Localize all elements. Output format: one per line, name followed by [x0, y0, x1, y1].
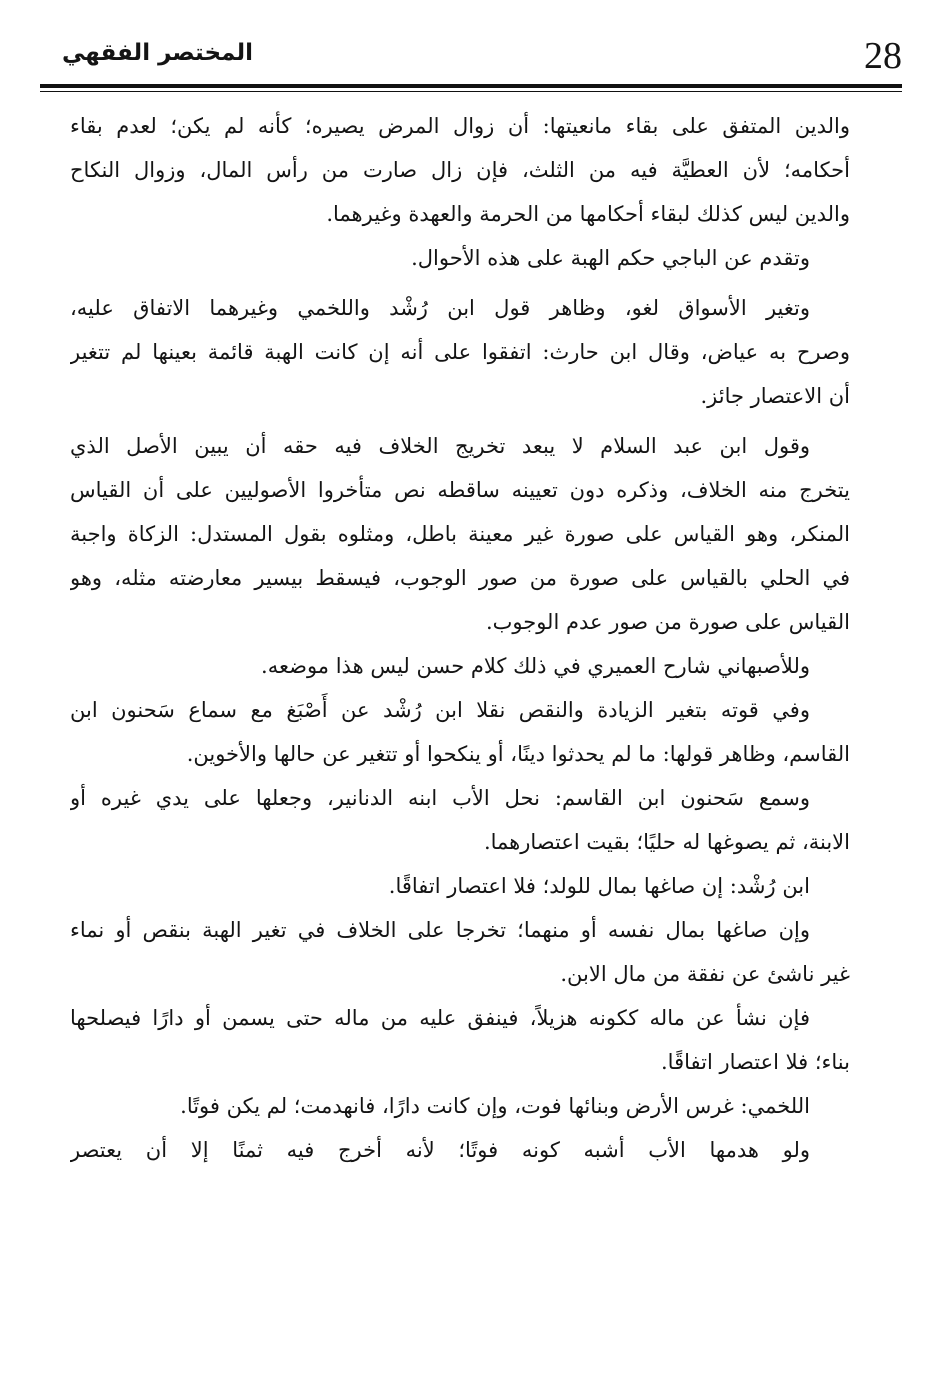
text-line: والدين ليس كذلك لبقاء أحكامها من الحرمة والعهدة وغيرهما. [326, 202, 850, 226]
text-line: ولو هدمها الأب أشبه كونه فوتًا؛ لأنه أخرج فيه ثمنًا إلا أن يعتصر [70, 1138, 810, 1162]
text-line: فإن نشأ عن ماله ككونه هزيلاً، فينفق عليه من ماله حتى يسمن أو دارًا فيصلحها [70, 1006, 810, 1030]
text-line: وصرح به عياض، وقال ابن حارث: اتفقوا على أنه إن كانت الهبة قائمة بعينها لم تتغير [70, 340, 850, 364]
text-line: ابن رُشْد: إن صاغها بمال للولد؛ فلا اعتصار اتفاقًا. [388, 874, 810, 898]
text-line: وسمع سَحنون ابن القاسم: نحل الأب ابنه الدنانير، وجعلها على يدي غيره أو [70, 786, 810, 810]
text-line: القياس على صورة من صور عدم الوجوب. [485, 610, 850, 634]
text-line: أحكامه؛ لأن العطيَّة فيه من الثلث، فإن زال صارت من رأس المال، وزوال النكاح [70, 158, 850, 182]
text-line: القاسم، وظاهر قولها: ما لم يحدثوا دينًا، أو ينكحوا أو تتغير عن حالها والأخوين. [186, 742, 850, 766]
text-line: وللأصبهاني شارح العميري في ذلك كلام حسن ليس هذا موضعه. [261, 654, 810, 678]
text-line: في الحلي بالقياس على صورة من صور الوجوب، فيسقط بيسير معارضته مثله، وهو [70, 566, 850, 590]
page-number: 28 [864, 35, 902, 77]
header-rule-thick [40, 84, 902, 88]
header-rule-thin [40, 91, 902, 92]
text-line: وتقدم عن الباجي حكم الهبة على هذه الأحوال. [411, 246, 810, 270]
text-line: اللخمي: غرس الأرض وبنائها فوت، وإن كانت دارًا، فانهدمت؛ لم يكن فوتًا. [180, 1094, 810, 1118]
text-line: والدين المتفق على بقاء مانعيتها: أن زوال المرض يصيره؛ كأنه لم يكن؛ لعدم بقاء [70, 114, 850, 138]
text-line: وقول ابن عبد السلام لا يبعد تخريج الخلاف فيه حقه أن يبين الأصل الذي [70, 434, 810, 458]
text-line: وتغير الأسواق لغو، وظاهر قول ابن رُشْد واللخمي وغيرهما الاتفاق عليه، [70, 296, 810, 320]
text-line: وفي قوته بتغير الزيادة والنقص نقلا ابن رُشْد عن أَصْبَغ مع سماع سَحنون ابن [70, 698, 810, 722]
text-line: المنكر، وهو القياس على صورة غير معينة باطل، ومثلوه بقول المستدل: الزكاة واجبة [70, 522, 850, 546]
text-line: وإن صاغها بمال نفسه أو منهما؛ تخرجا على الخلاف في تغير الهبة بنقص أو نماء [70, 918, 810, 942]
text-line: يتخرج منه الخلاف، وذكره دون تعيينه ساقطه نص متأخروا الأصوليين على أن القياس [70, 478, 850, 502]
body-text [70, 104, 850, 1172]
text-line: الابنة، ثم يصوغها له حليًا؛ بقيت اعتصارهما. [483, 830, 850, 854]
text-line: بناء؛ فلا اعتصار اتفاقًا. [661, 1050, 850, 1074]
page-header [40, 30, 902, 86]
text-line: أن الاعتصار جائز. [700, 384, 850, 408]
running-title: المختصر الفقهي [62, 40, 253, 66]
text-line: غير ناشئ عن نفقة من مال الابن. [560, 962, 850, 986]
